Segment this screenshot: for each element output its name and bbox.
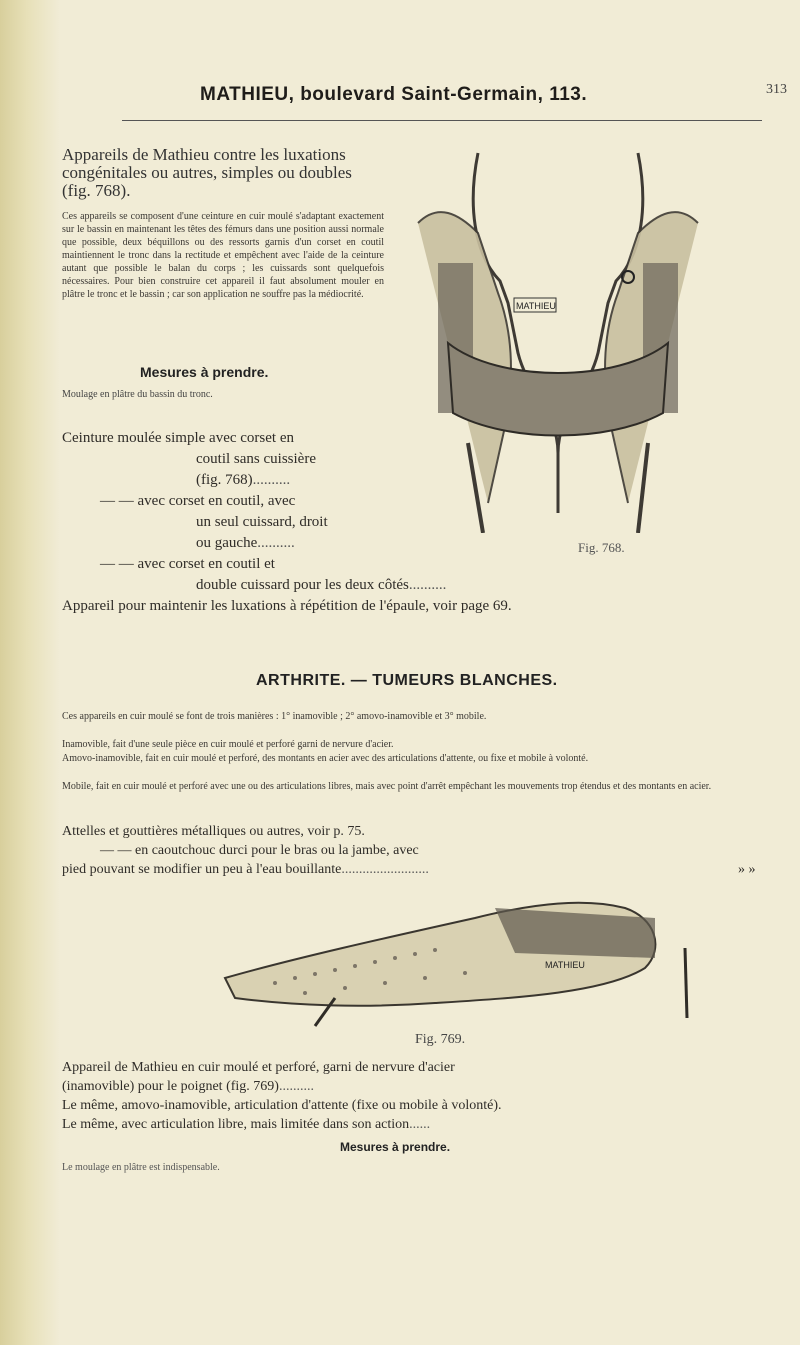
figure-logo-text: MATHIEU bbox=[516, 301, 556, 311]
splints-line: Attelles et gouttières métalliques ou autres, voir p. 75. bbox=[62, 824, 365, 839]
measures-heading: Mesures à prendre. bbox=[140, 364, 269, 380]
measures-note: Le moulage en plâtre est indispensable. bbox=[62, 1162, 220, 1173]
price-item-line: Appareil pour maintenir les luxations à répétition de l'épaule, voir page 69. bbox=[62, 598, 512, 614]
arthritis-paragraph: Inamovible, fait d'une seule pièce en cuir moulé et perforé garni de nervure d'acier. bbox=[62, 739, 394, 750]
section-body-luxations: Ces appareils se composent d'une ceinture en cuir moulé s'adaptant exactement sur le bassin en maintenant les têtes des fémurs dans une position aussi normale que possible, deux béquillons ou des ressorts garnis d'un corset en coutil maintiennent le tronc dans la rectitude et empêchent avec l'aide de la ceinture autant que possible le balan du corps ; les cuissards sont quelquefois nécessaires. Pour bien construire cet appareil il faut absolument mouler en plâtre le tronc et le bassin ; car son application ne souffre pas la médiocrité. bbox=[62, 211, 384, 300]
price-item-line: un seul cuissard, droit bbox=[196, 514, 328, 530]
splints-line: — — en caoutchouc durci pour le bras ou la jambe, avec bbox=[100, 843, 419, 858]
splints-line: pied pouvant se modifier un peu à l'eau bouillante......................... bbox=[62, 862, 429, 877]
running-head: MATHIEU, boulevard Saint-Germain, 113. bbox=[200, 84, 588, 105]
wrist-brace-illustration bbox=[215, 878, 695, 1028]
measures-heading: Mesures à prendre. bbox=[340, 1140, 451, 1154]
price-item-line: coutil sans cuissière bbox=[196, 451, 316, 467]
appliance-line: (inamovible) pour le poignet (fig. 769).......... bbox=[62, 1079, 314, 1094]
page-edge-shadow bbox=[0, 0, 60, 1345]
price-item-line: ou gauche.......... bbox=[196, 535, 295, 551]
arthritis-paragraph: Amovo-inamovible, fait en cuir moulé et perforé, des montants en acier avec des articulations d'attente, ou fixe et mobile à volonté. bbox=[62, 753, 589, 764]
figure-caption-768: Fig. 768. bbox=[578, 540, 625, 555]
figure-caption-769: Fig. 769. bbox=[415, 1032, 466, 1047]
appliance-line: Le même, avec articulation libre, mais limitée dans son action...... bbox=[62, 1117, 431, 1132]
page-number: 313 bbox=[766, 82, 787, 97]
price-item-line: (fig. 768).......... bbox=[196, 472, 291, 488]
header-rule bbox=[122, 120, 762, 121]
price-item-line: double cuissard pour les deux côtés.......... bbox=[196, 577, 447, 593]
appliance-line: Appareil de Mathieu en cuir moulé et perforé, garni de nervure d'acier bbox=[62, 1060, 455, 1075]
price-item-line: Ceinture moulée simple avec corset en bbox=[62, 430, 294, 446]
measures-note: Moulage en plâtre du bassin du tronc. bbox=[62, 389, 213, 400]
appliance-line: Le même, amovo-inamovible, articulation d'attente (fixe ou mobile à volonté). bbox=[62, 1098, 502, 1113]
price-placeholder: » » bbox=[738, 862, 756, 877]
arthritis-paragraph: Mobile, fait en cuir moulé et perforé avec une ou des articulations libres, mais avec point d'arrêt empêchant les mouvements trop étendus et des montants en acier. bbox=[62, 781, 712, 792]
price-item-line: — — avec corset en coutil et bbox=[100, 556, 275, 572]
price-item-line: — — avec corset en coutil, avec bbox=[100, 493, 296, 509]
section-heading-arthritis: ARTHRITE. — TUMEURS BLANCHES. bbox=[256, 672, 558, 689]
figure-logo-text: MATHIEU bbox=[545, 960, 585, 970]
hip-brace-illustration bbox=[408, 143, 706, 533]
section-title-luxations: Appareils de Mathieu contre les luxations congénitales ou autres, simples ou doubles (fig. 768). bbox=[62, 145, 352, 200]
arthritis-paragraph: Ces appareils en cuir moulé se font de trois manières : 1° inamovible ; 2° amovo-inamovible et 3° mobile. bbox=[62, 711, 487, 722]
